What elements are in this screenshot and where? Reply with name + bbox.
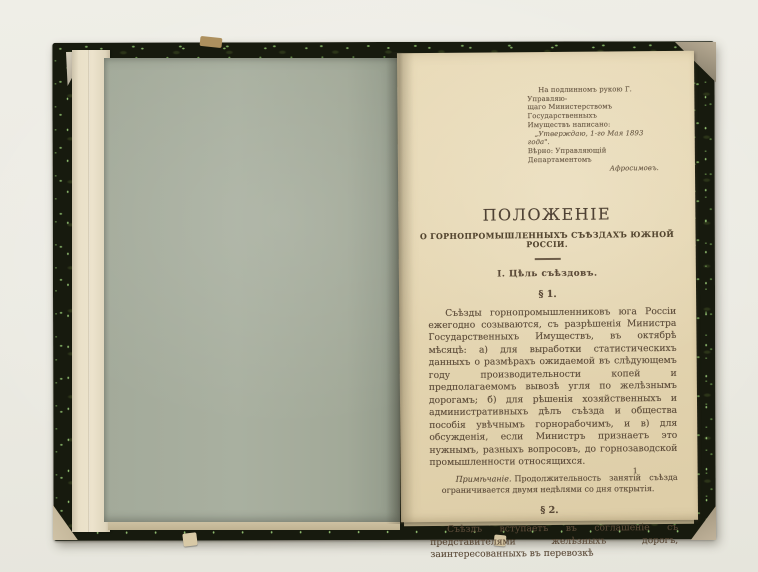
paragraph-mark-1: § 1. <box>538 288 557 300</box>
note-text: Продолжительность занятій съѣзда ограничивается двумя недѣлями со дня открытія. <box>441 473 678 496</box>
paragraph-2: Съѣздъ вступаетъ въ соглашеніе съ представителями желѣзныхъ дорогъ, заинтересованныхъ въ перевозкѣ <box>430 522 679 561</box>
left-endpaper-page <box>104 58 400 522</box>
page-title: ПОЛОЖЕНІЕ <box>482 204 612 225</box>
approval-line: Имуществъ написано: <box>527 120 611 129</box>
paragraph-mark-2: § 2. <box>540 505 559 517</box>
paragraph-1: Съѣзды горнопромышленниковъ юга Россіи ежегодно созываются, съ разрѣшенія Министра Государственныхъ Имуществъ, въ октябрѣ мѣсяцѣ: а) для выработки статистическихъ данныхъ о размѣрахъ ожидаемой въ слѣдующемъ году производительности копей и предполагаемомъ вывозѣ угля по желѣзнымъ дорогамъ; б) для рѣшенія хозяйственныхъ и административныхъ дѣлъ съѣзда и общества пособія увѣчнымъ горнорабочимъ, и в) для обсужденія, если Министръ признаетъ это нужнымъ, разныхъ вопросовъ, до горнозаводской промышленности относящихся. <box>428 305 678 469</box>
approval-signature: Афросимовъ. <box>609 164 660 173</box>
paper-tab-top <box>200 36 223 48</box>
approval-line: Вѣрно: Управляющій Департаментомъ <box>527 146 607 164</box>
approval-quote: „Утверждаю, 1-го Мая 1893 года". <box>527 128 644 147</box>
page-number: 1 <box>632 466 638 476</box>
right-text-page <box>397 51 698 561</box>
approval-line: щаго Министерствомъ Государственныхъ <box>527 102 613 121</box>
divider-rule <box>534 258 560 260</box>
page-subtitle: О ГОРНОПРОМЫШЛЕННЫХЪ СЪѢЗДАХЪ ЮЖНОЙ РОССІИ. <box>419 229 675 250</box>
flyleaf-crease <box>88 50 90 532</box>
note-label: Примѣчаніе. <box>455 474 512 485</box>
paper-tab-bottom-left <box>182 532 197 547</box>
approval-note <box>527 85 659 174</box>
approval-line: На подлинномъ рукою Г. Управляю- <box>527 85 632 103</box>
note-paragraph <box>442 472 678 496</box>
section-heading: I. Цѣль съѣздовъ. <box>497 268 598 279</box>
